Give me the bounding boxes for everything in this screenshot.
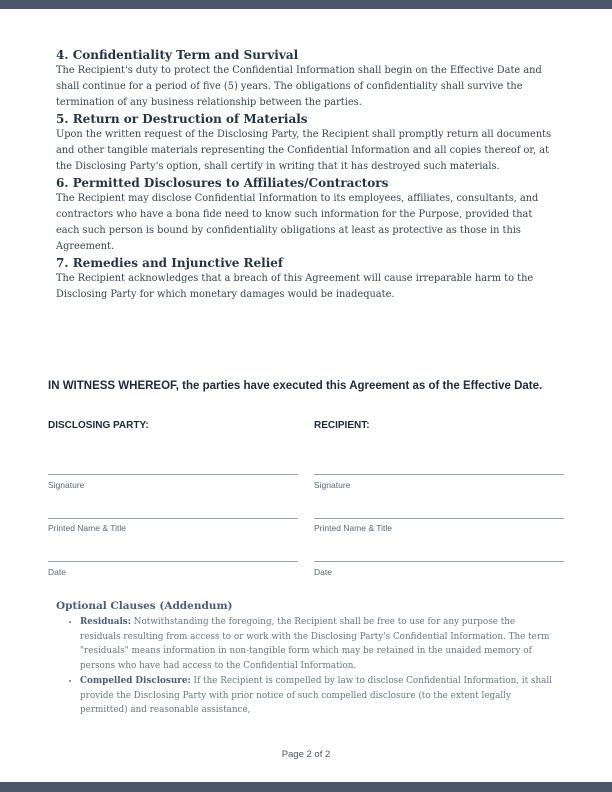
recipient-label: RECIPIENT: (314, 420, 370, 431)
section-title: 6. Permitted Disclosures to Affiliates/Contractors (56, 176, 389, 190)
disclosing-name-title-caption: Printed Name & Title (48, 523, 126, 533)
recipient-name-title-line[interactable] (314, 518, 564, 519)
recipient-signature-caption: Signature (314, 480, 351, 490)
section-body: Upon the written request of the Disclosing Party, the Recipient shall promptly return all documents and other tangible materials representing the Confidential Information and all copies thereof or, at the Disclosing Party's option, shall certify in writing that it has destroyed such materials. (56, 129, 552, 172)
footer-bar (0, 782, 612, 792)
addendum-list (56, 615, 556, 718)
list-item (80, 674, 556, 718)
section-title: 4. Confidentiality Term and Survival (56, 48, 299, 62)
recipient-date-line[interactable] (314, 561, 564, 562)
witness-statement: IN WITNESS WHEREOF, the parties have executed this Agreement as of the Effective Date. (48, 380, 543, 392)
recipient-signature-line[interactable] (314, 474, 564, 475)
header-bar (0, 0, 612, 9)
section-body: The Recipient's duty to protect the Confidential Information shall begin on the Effective Date and shall continue for a period of five (5) years. The obligations of confidentiality shall survive the termination of any business relationship between the parties. (56, 65, 542, 108)
section-body: The Recipient acknowledges that a breach of this Agreement will cause irreparable harm to the Disclosing Party for which monetary damages would be inadequate. (56, 273, 534, 300)
recipient-name-title-caption: Printed Name & Title (314, 523, 392, 533)
disclosing-signature-line[interactable] (48, 474, 298, 475)
addendum-title: Optional Clauses (Addendum) (56, 600, 233, 612)
clause-term: Residuals: (80, 617, 131, 627)
section-title: 7. Remedies and Injunctive Relief (56, 256, 284, 270)
list-item (80, 615, 556, 673)
clause-text: Notwithstanding the foregoing, the Recipient shall be free to use for any purpose the residuals resulting from access to or work with the Disclosing Party's Confidential Information. The term "residuals" means information in non-tangible form which may be retained in the unaided memory of persons who have had access to the Confidential Information. (80, 617, 550, 671)
disclosing-name-title-line[interactable] (48, 518, 298, 519)
disclosing-date-line[interactable] (48, 561, 298, 562)
clause-term: Compelled Disclosure: (80, 676, 191, 686)
disclosing-date-caption: Date (48, 567, 66, 577)
section-title: 5. Return or Destruction of Materials (56, 112, 308, 126)
page-number: Page 2 of 2 (281, 749, 331, 760)
clause-text: If the Recipient is compelled by law to disclose Confidential Information, it shall provide the Disclosing Party with prior notice of such compelled disclosure (to the extent legally permitted) and reasonable assistance, (80, 676, 553, 715)
addendum (56, 600, 556, 719)
disclosing-party-label: DISCLOSING PARTY: (48, 420, 149, 431)
agreement-sections (56, 47, 556, 303)
recipient-date-caption: Date (314, 567, 332, 577)
section-body: The Recipient may disclose Confidential Information to its employees, affiliates, consultants, and contractors who have a bona fide need to know such information for the Purpose, provided that each such person is bound by confidentiality obligations at least as protective as those in this Agreement. (56, 193, 539, 252)
disclosing-signature-caption: Signature (48, 480, 85, 490)
